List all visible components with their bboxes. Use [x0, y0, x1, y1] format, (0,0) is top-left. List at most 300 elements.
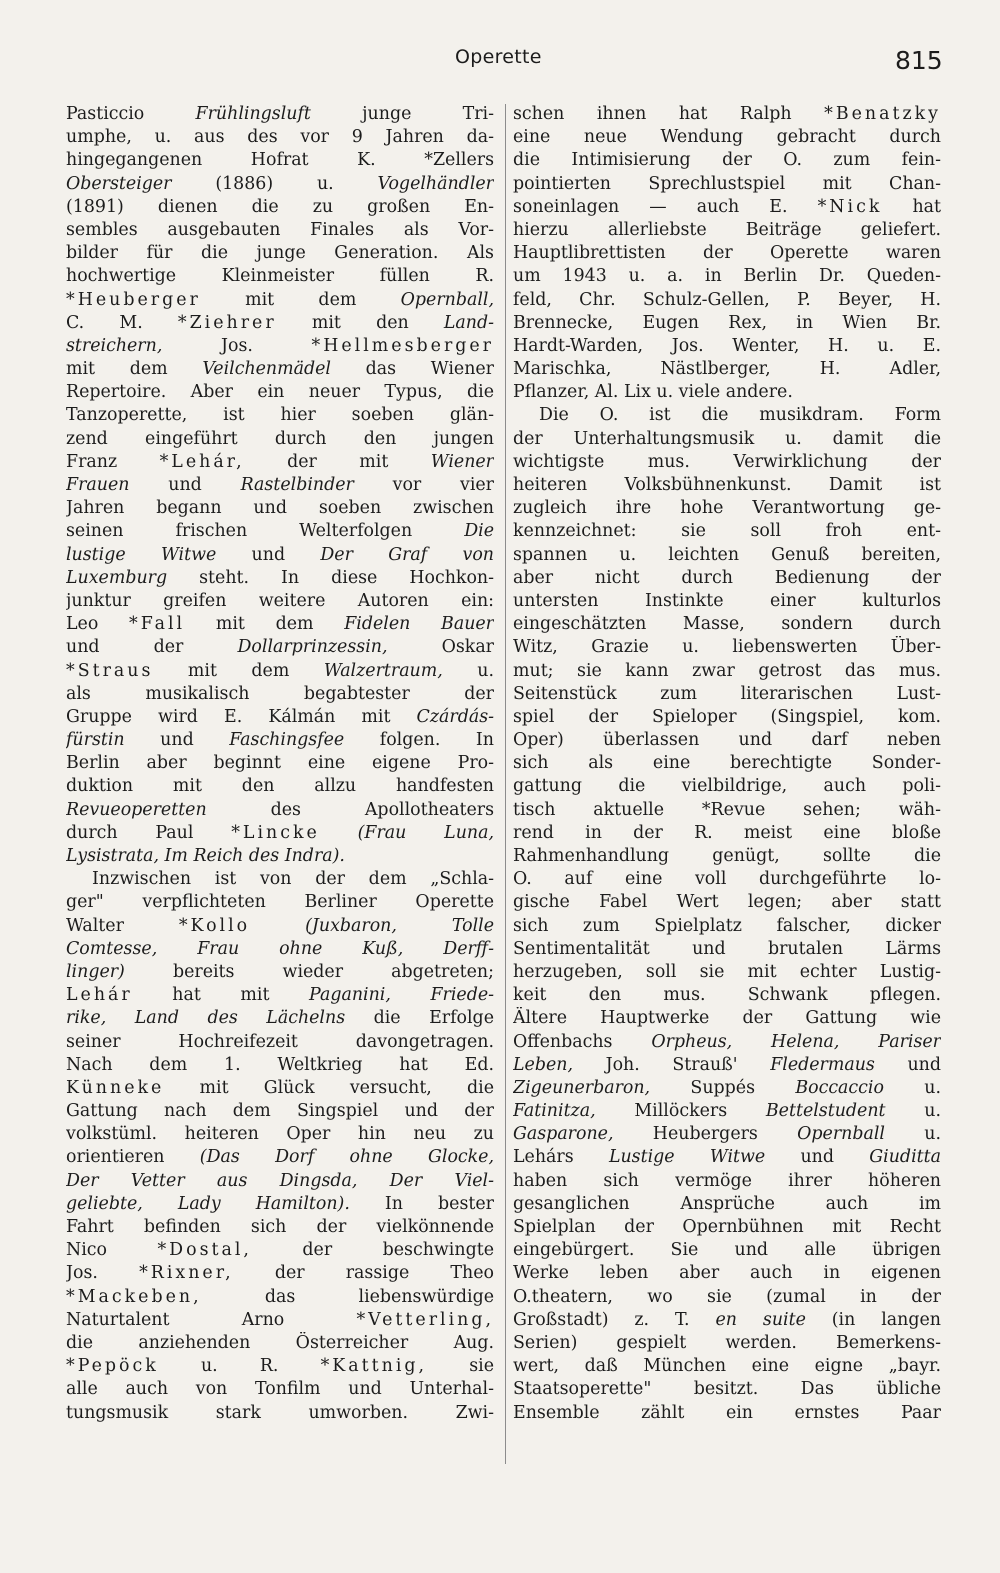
text-segment: mut; sie kann zwar getrost das mus. [513, 660, 941, 681]
text-segment: mit dem [153, 660, 324, 681]
text-segment: Fledermaus [770, 1054, 875, 1075]
text-segment: Lehárs [513, 1147, 609, 1168]
text-segment: Lysistrata, Im Reich des Indra). [66, 846, 345, 866]
text-line [513, 1123, 941, 1146]
text-segment: Gruppe wird E. Kálmán mit [66, 706, 417, 727]
text-segment: Fahrt befinden sich der vielkönnende [66, 1217, 494, 1237]
text-line [513, 1077, 941, 1100]
text-line [513, 775, 941, 798]
text-line [513, 1378, 941, 1401]
text-line [66, 799, 494, 822]
text-line [66, 915, 494, 938]
text-segment: *Heuberger [66, 289, 201, 310]
text-line [513, 126, 941, 149]
text-segment: haben sich vermöge ihrer höheren [513, 1170, 941, 1191]
text-line [66, 1077, 494, 1100]
text-line [513, 289, 941, 312]
text-line [513, 219, 941, 242]
text-segment: Pflanzer, Al. Lix u. viele andere. [513, 382, 793, 403]
text-segment: (Juxbaron, Tolle [305, 915, 494, 936]
text-line [66, 544, 494, 567]
text-segment: Vogelhändler [377, 173, 494, 194]
text-segment: feld, Chr. Schulz-Gellen, P. Beyer, H. [513, 289, 941, 310]
text-line [66, 219, 494, 242]
text-segment: sich als eine berechtigte Sonder- [513, 753, 941, 774]
text-segment: durch Paul [66, 822, 232, 843]
text-segment: und [124, 730, 230, 751]
text-segment: Lehár [66, 985, 133, 1006]
text-line [513, 822, 941, 845]
text-segment: Witz, Grazie u. liebenswerten Über- [513, 637, 941, 658]
text-line [66, 103, 494, 126]
text-segment: Fidelen Bauer [344, 614, 494, 635]
text-segment: Der Graf von [320, 544, 494, 565]
text-line [66, 1170, 494, 1193]
text-segment: Opernball, [400, 289, 494, 310]
text-segment: Bettelstudent [765, 1101, 886, 1122]
text-segment: linger) [66, 961, 125, 982]
text-line [513, 845, 941, 868]
text-segment: mit Glück versucht, die [164, 1077, 494, 1098]
text-segment: sich zum Spielplatz falscher, dicker [513, 915, 941, 936]
text-segment: Berlin aber beginnt eine eigene Pro- [66, 753, 494, 774]
text-line [66, 520, 494, 543]
text-line [66, 497, 494, 520]
text-segment: Frühlingsluft [195, 104, 311, 124]
text-segment: Werke leben aber auch in eigenen [513, 1263, 941, 1284]
text-segment: eingebürgert. Sie und alle übrigen [513, 1240, 941, 1261]
text-line [66, 1355, 494, 1378]
text-segment: Pasticcio [66, 104, 196, 124]
text-segment: heiteren Volksbühnenkunst. Damit ist [513, 475, 941, 495]
text-line [513, 1402, 941, 1425]
text-line [513, 1007, 941, 1030]
text-line [513, 544, 941, 567]
text-segment: Veilchenmädel [202, 359, 331, 380]
text-line [66, 1378, 494, 1401]
text-line [513, 1239, 941, 1262]
text-segment: Leben, [513, 1054, 573, 1075]
text-line [66, 706, 494, 729]
text-segment: junge Tri- [310, 104, 494, 124]
text-line [66, 149, 494, 172]
text-segment: hingegangenen Hofrat K. *Zellers [66, 150, 494, 171]
text-segment: sembles ausgebauten Finales als Vor- [66, 219, 494, 240]
text-line [513, 868, 941, 891]
text-segment: und [216, 544, 321, 565]
text-segment: lustige Witwe [66, 544, 217, 565]
text-segment: O.theatern, wo sie (zumal in der [513, 1286, 941, 1307]
text-segment: mit dem [185, 614, 345, 635]
text-line [66, 590, 494, 613]
text-segment: kennzeichnet: sie soll froh ent- [513, 521, 941, 542]
text-line [66, 775, 494, 798]
text-segment: zugleich ihre hohe Verantwortung ge- [513, 498, 941, 519]
text-segment: bilder für die junge Generation. Als [66, 243, 494, 264]
text-segment: Hardt-Warden, Jos. Wenter, H. u. E. [513, 335, 941, 356]
text-segment: das Wiener [330, 359, 494, 380]
text-segment: zend eingeführt durch den jungen [66, 428, 494, 449]
text-segment [320, 823, 358, 843]
text-segment: Oper) überlassen und darf neben [513, 730, 941, 751]
text-line [513, 1286, 941, 1309]
text-line [513, 567, 941, 590]
text-segment: u. R. [158, 1356, 321, 1377]
text-segment: *Pepöck [66, 1356, 159, 1377]
text-line [513, 1170, 941, 1193]
text-line [513, 196, 941, 219]
text-line [513, 497, 941, 520]
text-segment: Seitenstück zum literarischen Lust- [513, 683, 941, 704]
text-segment: tisch aktuelle *Revue sehen; wäh- [513, 799, 941, 820]
text-line [513, 984, 941, 1007]
text-segment: Großstadt) z. T. [513, 1309, 716, 1330]
text-segment: hat mit [132, 985, 310, 1006]
text-line [66, 428, 494, 451]
text-segment: (Frau Luna, [357, 822, 494, 843]
text-segment: Spielplan der Opernbühnen mit Recht [513, 1217, 941, 1237]
text-segment: *Benatzky [824, 104, 941, 124]
text-segment: Dollarprinzessin, [237, 637, 388, 658]
text-segment: Boccaccio [795, 1077, 884, 1098]
text-segment: Künneke [66, 1077, 165, 1098]
text-line [513, 706, 941, 729]
text-segment: O. auf eine voll durchgeführte lo- [513, 869, 941, 890]
text-line [66, 729, 494, 752]
text-segment: pointierten Sprechlustspiel mit Chan- [513, 173, 941, 194]
page-number: 815 [895, 46, 943, 75]
text-line [513, 1054, 941, 1077]
text-line [66, 1007, 494, 1030]
text-segment: seiner Hochreifezeit davongetragen. [66, 1031, 494, 1052]
text-line [66, 636, 494, 659]
text-segment: herzugeben, soll sie mit echter Lustig- [513, 961, 941, 982]
text-line [66, 984, 494, 1007]
text-segment: volkstüml. heiteren Oper hin neu zu [66, 1124, 494, 1145]
text-segment: Staatsoperette" besitzt. Das übliche [513, 1379, 941, 1400]
text-line [513, 1146, 941, 1169]
text-segment: seinen frischen Welterfolgen [66, 521, 465, 542]
text-segment: hierzu allerliebste Beiträge geliefert. [513, 219, 941, 240]
text-segment: *Kollo [178, 915, 251, 936]
text-line [66, 891, 494, 914]
text-line [513, 660, 941, 683]
text-line [66, 1216, 494, 1239]
text-line [513, 312, 941, 335]
text-line [66, 381, 494, 404]
text-segment: mit dem [200, 289, 401, 310]
text-line [513, 915, 941, 938]
text-segment: Obersteiger [66, 173, 172, 194]
text-segment: Fatinitza, [513, 1101, 596, 1122]
text-line [66, 752, 494, 775]
text-segment: und der [66, 637, 238, 658]
text-line [66, 289, 494, 312]
text-line [66, 312, 494, 335]
text-line [513, 613, 941, 636]
text-segment: *Nick [817, 196, 883, 217]
text-segment: *Fall [129, 614, 186, 635]
text-segment: Oskar [387, 637, 494, 658]
text-segment: eingeschätzten Masse, sondern durch [513, 614, 941, 635]
text-segment: Die [464, 521, 494, 542]
text-segment: Jos. [162, 335, 312, 356]
text-segment: Hauptlibrettisten der Operette waren [513, 243, 941, 264]
text-segment: wichtigste mus. Verwirklichung der [513, 451, 941, 472]
text-line [66, 1193, 494, 1216]
text-segment: Ensemble zählt ein ernstes Paar [513, 1402, 941, 1423]
text-segment: Gattung nach dem Singspiel und der [66, 1101, 494, 1122]
text-segment: untersten Instinkte einer kulturlos [513, 590, 941, 611]
text-line [66, 660, 494, 683]
text-line [513, 1309, 941, 1332]
text-segment: des Apollotheaters [206, 799, 494, 820]
text-segment: Inzwischen ist von der dem „Schla- [92, 869, 494, 890]
text-segment: en suite [715, 1309, 806, 1330]
text-segment: Jos. [66, 1263, 140, 1284]
text-segment: Luxemburg [66, 567, 168, 588]
text-segment: Revueoperetten [66, 799, 207, 820]
text-segment: *Ziehrer [177, 312, 277, 333]
text-segment: hat [882, 196, 941, 217]
text-line [513, 474, 941, 497]
text-segment: Brennecke, Eugen Rex, in Wien Br. [513, 312, 941, 333]
text-segment: Naturtalent Arno [66, 1309, 357, 1330]
text-segment: (1886) u. [171, 173, 378, 194]
text-line [513, 149, 941, 172]
text-segment: als musikalisch begabtester der [66, 683, 494, 704]
text-segment: bereits wieder abgetreten; [124, 961, 494, 982]
text-line [66, 1054, 494, 1077]
text-segment: der rassige Theo [233, 1263, 494, 1284]
text-segment: Land- [443, 312, 494, 333]
text-segment: u. [885, 1101, 941, 1122]
text-segment: *Mackeben, [66, 1286, 202, 1307]
text-segment: orientieren [66, 1147, 200, 1168]
text-segment: Comtesse, Frau ohne Kuß, Derff- [66, 938, 494, 959]
text-line [513, 404, 941, 427]
text-line [66, 126, 494, 149]
text-segment: Leo [66, 614, 130, 635]
text-line [66, 404, 494, 427]
text-segment: das liebenswürdige [201, 1286, 494, 1307]
text-line [66, 938, 494, 961]
text-line [513, 1031, 941, 1054]
text-segment: folgen. In [344, 730, 494, 751]
text-segment: Lustige Witwe [608, 1147, 766, 1168]
text-line [66, 1123, 494, 1146]
text-segment: geliebte, Lady Hamilton). [66, 1193, 350, 1214]
text-line [513, 520, 941, 543]
text-line [513, 891, 941, 914]
column-divider [505, 104, 506, 1464]
text-segment: Nach dem 1. Weltkrieg hat Ed. [66, 1054, 494, 1075]
text-segment: Jahren begann und soeben zwischen [66, 498, 494, 519]
text-segment: Franz [66, 451, 160, 472]
text-line [513, 1332, 941, 1355]
text-segment: duktion mit den allzu handfesten [66, 776, 494, 797]
text-segment: Zigeunerbaron, [513, 1077, 651, 1098]
text-segment: Millöckers [595, 1101, 766, 1122]
text-line [513, 335, 941, 358]
text-segment: Serien) gespielt werden. Bemerkens- [513, 1332, 941, 1353]
text-segment: umphe, u. aus des vor 9 Jahren da- [66, 127, 494, 148]
text-segment: (in langen [805, 1309, 941, 1330]
text-line [513, 103, 941, 126]
text-segment: ger" verpflichteten Berliner Operette [66, 892, 494, 913]
text-line [66, 961, 494, 984]
text-segment: gesanglichen Ansprüche auch im [513, 1193, 941, 1214]
text-line [513, 729, 941, 752]
text-segment: u. [442, 660, 494, 681]
text-line [513, 265, 941, 288]
running-head: Operette [455, 46, 542, 68]
text-line [513, 752, 941, 775]
text-line [66, 1402, 494, 1425]
text-line [66, 265, 494, 288]
text-line [513, 1193, 941, 1216]
text-segment: soneinlagen — auch E. [513, 196, 818, 217]
text-segment: u. [883, 1077, 941, 1098]
text-segment: Rahmenhandlung genügt, sollte die [513, 846, 941, 866]
text-segment: Sentimentalität und brutalen Lärms [513, 938, 941, 959]
text-line [513, 683, 941, 706]
text-segment: *Rixner, [139, 1263, 234, 1284]
text-line [66, 451, 494, 474]
text-segment: Giuditta [869, 1147, 941, 1168]
text-line [66, 474, 494, 497]
text-segment: Der Vetter aus Dingsda, Der Viel- [66, 1170, 494, 1191]
text-segment: Ältere Hauptwerke der Gattung wie [513, 1008, 941, 1029]
text-segment: Marischka, Nästlberger, H. Adler, [513, 359, 941, 380]
text-segment: Orpheus, Helena, Pariser [651, 1031, 941, 1052]
text-line [513, 799, 941, 822]
text-segment: *Lincke [231, 822, 320, 843]
text-segment: und [129, 475, 241, 495]
text-segment: aber nicht durch Bedienung der [513, 567, 941, 588]
text-segment: schen ihnen hat Ralph [513, 104, 825, 124]
text-line [66, 173, 494, 196]
text-segment: Heubergers [613, 1124, 798, 1145]
text-segment: Joh. Strauß' [573, 1054, 771, 1075]
text-line [513, 173, 941, 196]
text-segment: hochwertige Kleinmeister füllen R. [66, 266, 494, 287]
text-segment: keit den mus. Schwank pflegen. [513, 985, 941, 1006]
text-line [66, 1239, 494, 1262]
text-line [66, 335, 494, 358]
text-line [66, 868, 494, 891]
text-segment: Nico [66, 1240, 158, 1261]
text-segment: In bester [349, 1193, 494, 1214]
text-segment: *Kattnig, [320, 1356, 428, 1377]
text-segment: junktur greifen weitere Autoren ein: [66, 590, 494, 611]
text-segment: spannen u. leichten Genuß bereiten, [513, 544, 941, 565]
text-line [66, 1146, 494, 1169]
text-segment: Suppés [650, 1077, 796, 1098]
text-segment: der Unterhaltungsmusik u. damit die [513, 428, 941, 449]
text-segment: gische Fabel Wert legen; aber statt [513, 892, 941, 913]
text-line [66, 1332, 494, 1355]
text-line [66, 1286, 494, 1309]
text-line [513, 1100, 941, 1123]
text-segment: die Erfolge [345, 1008, 494, 1029]
text-segment: Repertoire. Aber ein neuer Typus, die [66, 382, 494, 403]
text-segment: Czárdás- [416, 706, 494, 727]
left-column [66, 103, 494, 1425]
text-line [513, 381, 941, 404]
text-segment: Faschingsfee [229, 730, 345, 751]
text-segment: der mit [244, 451, 431, 472]
text-line [513, 636, 941, 659]
text-line [513, 1262, 941, 1285]
text-line [66, 683, 494, 706]
text-line [513, 428, 941, 451]
text-segment: Walter [66, 915, 179, 936]
text-line [66, 1309, 494, 1332]
text-segment: Offenbachs [513, 1031, 652, 1052]
text-segment: Frauen [66, 475, 130, 495]
text-segment: Tanzoperette, ist hier soeben glän- [66, 405, 494, 426]
text-segment: mit den [276, 312, 444, 333]
text-line [513, 451, 941, 474]
text-line [66, 822, 494, 845]
text-segment: mit dem [66, 359, 203, 380]
text-segment: Paganini, Friede- [309, 985, 494, 1006]
text-line [513, 961, 941, 984]
text-segment: Wiener [430, 451, 494, 472]
text-segment: streichern, [66, 335, 163, 356]
text-segment: *Hellmesberger [311, 335, 494, 356]
text-segment: Opernball [797, 1124, 885, 1145]
text-segment: und [874, 1054, 941, 1075]
text-line [66, 845, 494, 868]
text-segment: spiel der Spieloper (Singspiel, kom. [513, 706, 941, 727]
text-segment: tungsmusik stark umworben. Zwi- [66, 1402, 494, 1423]
text-segment: u. [884, 1124, 941, 1145]
text-line [66, 358, 494, 381]
text-line [66, 1100, 494, 1123]
text-line [66, 1262, 494, 1285]
text-segment: vor vier [353, 475, 494, 495]
text-line [513, 938, 941, 961]
text-line [66, 567, 494, 590]
text-line [513, 590, 941, 613]
text-segment: wert, daß München eine eigne „bayr. [513, 1356, 941, 1377]
text-segment: *Vetterling, [356, 1309, 494, 1330]
text-segment: gattung die vielbildrige, auch poli- [513, 776, 941, 797]
text-segment: steht. In diese Hochkon- [167, 567, 494, 588]
text-segment: die Intimisierung der O. zum fein- [513, 150, 941, 171]
text-line [513, 358, 941, 381]
text-segment: *Lehár, [159, 451, 245, 472]
text-segment: rike, Land des Lächelns [66, 1008, 346, 1029]
text-segment: Rastelbinder [240, 475, 354, 495]
text-segment: C. M. [66, 312, 178, 333]
text-line [66, 613, 494, 636]
text-segment: *Dostal, [157, 1240, 252, 1261]
text-line [66, 1031, 494, 1054]
text-segment: Walzertraum, [323, 660, 443, 681]
text-line [66, 242, 494, 265]
text-segment: *Straus [66, 660, 154, 681]
text-segment: (Das Dorf ohne Glocke, [199, 1147, 494, 1168]
text-segment: Gasparone, [513, 1124, 614, 1145]
text-segment: und [765, 1147, 870, 1168]
text-segment: rend in der R. meist eine bloße [513, 822, 941, 843]
text-segment: eine neue Wendung gebracht durch [513, 127, 941, 148]
text-segment: die anziehenden Österreicher Aug. [66, 1332, 494, 1353]
text-segment [250, 916, 305, 936]
